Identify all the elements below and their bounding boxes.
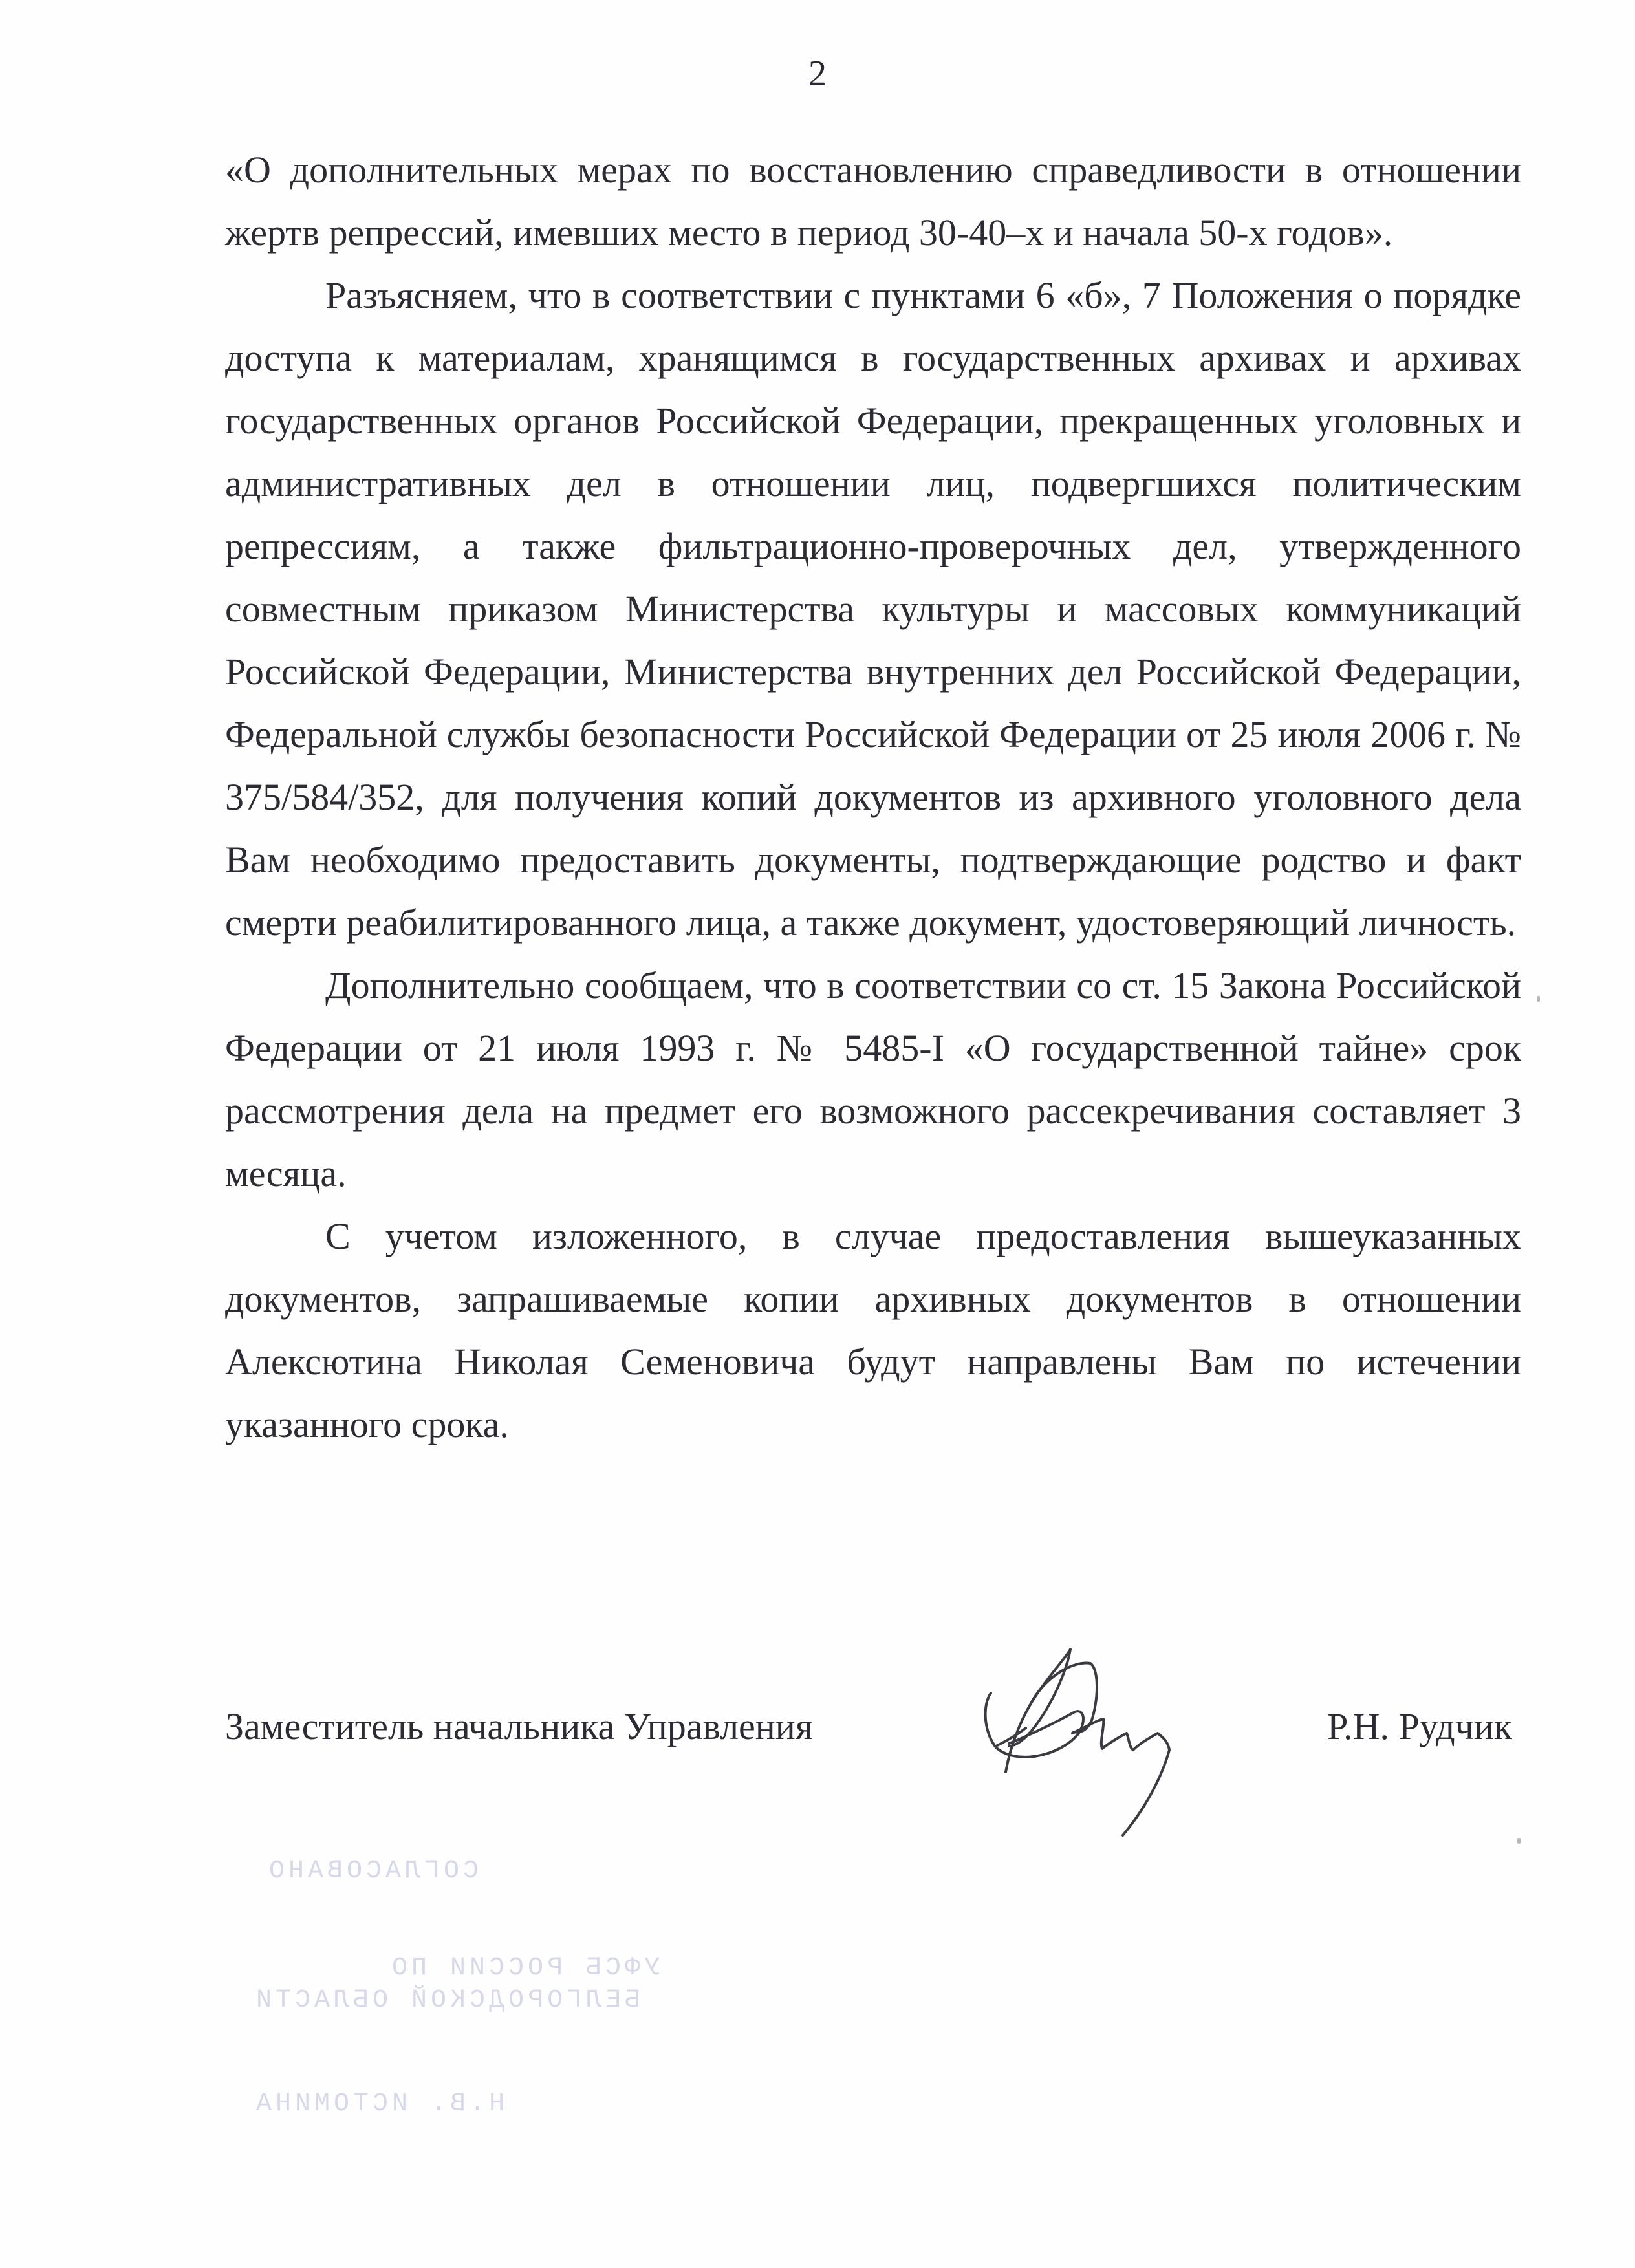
scan-speck [1537,996,1540,1002]
page-number: 2 [808,54,827,94]
paragraph-continuation: «О дополнительных мерах по восстановлению справедливости в отношении жертв репрессий, имевших место в период 30-40–х и начала 50-х годов». [225,149,1521,254]
bleed-through-stamp [239,1856,757,2128]
stamp-line: СОГЛАСОВАНО [265,1857,479,1886]
signature-stroke-zigzag [1072,1719,1169,1835]
stamp-line: УФСБ РОССИИ ПО [388,1954,660,1983]
paragraph-access-explanation: Разъясняем, что в соответствии с пунктами 6 «б», 7 Положения о порядке доступа к материалам, хранящимся в государственных архивах и архивах государственных органов Российской Федерации, прекращенных уголовных и административных дел в отношении лиц, подвергшихся политическим репрессиям, а также фильтрационно-проверочных дел, утвержденного совместным приказом Министерства культуры и массовых коммуникаций Российской Федерации, Министерства внутренних дел Российской Федерации, Федеральной службы безопасности Российской Федерации от 25 июля 2006 г. № 375/584/352, для получения копий документов из архивного уголовного дела Вам необходимо предоставить документы, подтверждающие родство и факт смерти реабилитированного лица, а также документ, удостоверяющий личность. [225,274,1521,944]
stamp-line: БЕЛГОРОДСКОЙ ОБЛАСТИ [252,1986,641,2015]
signature-icon [970,1630,1203,1850]
letter-body [225,138,1521,1456]
signatory-position: Заместитель начальника Управления [225,1705,813,1747]
signature-stroke-ascender [1006,1649,1070,1772]
signature-stroke-loop [986,1693,1083,1757]
paragraph-declassification-term: Дополнительно сообщаем, что в соответствии со ст. 15 Закона Российской Федерации от 21 июля 1993 г. № 5485-I «О государственной тайне» срок рассмотрения дела на предмет его возможного рассекречивания составляет 3 месяца. [225,964,1521,1194]
paragraph-conclusion: С учетом изложенного, в случае предоставления вышеуказанных документов, запрашиваемые копии архивных документов в отношении Алексютина Николая Семеновича будут направлены Вам по истечении указанного срока. [225,1215,1521,1445]
signatory-name: Р.Н. Рудчик [1327,1705,1512,1747]
scan-speck [1517,1838,1521,1844]
signature-row [225,1701,1521,1753]
stamp-line: Н.В. ИСТОМИНА [252,2090,505,2119]
